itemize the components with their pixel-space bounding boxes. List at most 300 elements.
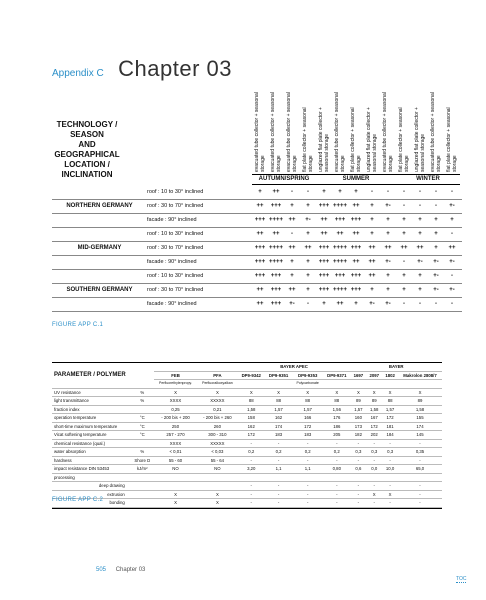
column-header xyxy=(364,90,380,172)
value-cell: 162 xyxy=(265,414,292,423)
rating-cell: + xyxy=(354,189,358,195)
unit-cell xyxy=(131,490,154,499)
polymer-subheader xyxy=(323,380,350,389)
rating-cell: +++ xyxy=(350,287,362,293)
rating-cell: + xyxy=(306,203,310,209)
value-cell: - xyxy=(366,456,382,465)
rating-cell: + xyxy=(418,287,422,293)
value-cell: - xyxy=(350,499,366,508)
column-header-label: flat plate collector + seasonal storage xyxy=(398,107,410,172)
rating-cell: + xyxy=(402,273,406,279)
value-cell: - xyxy=(238,439,265,448)
table-row xyxy=(52,422,442,431)
table-row xyxy=(52,482,442,491)
region-label: MID-GERMANY xyxy=(77,245,122,251)
column-header xyxy=(268,90,284,172)
rating-cell: - xyxy=(387,189,389,195)
value-cell: X xyxy=(197,490,237,499)
region-label xyxy=(52,214,147,227)
value-cell: X xyxy=(265,388,292,397)
value-cell: - xyxy=(265,482,292,491)
column-header-label: flat plate collector + seasonal storage xyxy=(302,107,314,172)
rating-cell: - xyxy=(403,203,405,209)
inclination-label: roof : 30 to 70° inclined xyxy=(147,245,204,251)
season-headers xyxy=(252,174,460,185)
season-autumn: AUTUMN/SPRING xyxy=(258,176,310,182)
value-cell: X xyxy=(197,388,237,397)
value-cell: - xyxy=(398,499,442,508)
parameter-label: deep drawing xyxy=(52,482,131,491)
value-cell: 300 - 310 xyxy=(197,431,237,440)
value-cell: X xyxy=(366,388,382,397)
rating-cell: - xyxy=(307,301,309,307)
rating-cell: + xyxy=(418,273,422,279)
value-cell: - xyxy=(238,490,265,499)
value-cell: 0,3 xyxy=(366,448,382,457)
region-label xyxy=(52,186,147,199)
value-cell xyxy=(398,473,442,482)
polymer-subheader xyxy=(350,380,366,389)
table-row xyxy=(52,200,462,214)
value-cell: 3,20 xyxy=(238,465,265,474)
value-cell: 88 xyxy=(238,397,265,406)
value-cell: - xyxy=(366,499,382,508)
value-cell xyxy=(265,473,292,482)
value-cell: - xyxy=(323,499,350,508)
rating-cell: ++ xyxy=(352,231,360,237)
table-row xyxy=(52,431,442,440)
rating-cell: +++ xyxy=(334,217,346,223)
value-cell: 88 xyxy=(292,397,323,406)
polymer-col-header: 2097 xyxy=(366,371,382,380)
rating-cell: ++++ xyxy=(268,259,283,265)
rating-cell: +++ xyxy=(270,301,282,307)
polymer-subheader xyxy=(366,380,382,389)
rating-cell: - xyxy=(307,189,309,195)
value-cell: 260 xyxy=(197,422,237,431)
column-header xyxy=(284,90,300,172)
rating-cell: +++ xyxy=(318,245,330,251)
value-cell: < 0,03 xyxy=(197,448,237,457)
value-cell: - xyxy=(398,439,442,448)
value-cell: - xyxy=(350,490,366,499)
value-cell: - xyxy=(238,482,265,491)
rating-cell: + xyxy=(354,301,358,307)
rating-cell: +- xyxy=(433,259,439,265)
value-cell: X xyxy=(382,490,398,499)
inclination-label: roof : 30 to 70° inclined xyxy=(147,203,204,209)
value-cell: 88 xyxy=(265,397,292,406)
polymer-col-header: DP9-9342 xyxy=(238,371,265,380)
rating-cell: +- xyxy=(449,287,455,293)
rating-cell: ++++ xyxy=(332,287,347,293)
column-header-label: unglazed flat plate collector + seasonal storage xyxy=(318,107,330,172)
table-row xyxy=(52,448,442,457)
table-row xyxy=(52,405,442,414)
value-cell: 0,25 xyxy=(154,405,197,414)
value-cell: 0,6 xyxy=(350,465,366,474)
group-bayer: BAYER xyxy=(350,363,442,371)
rating-cell: + xyxy=(418,231,422,237)
value-cell: XXXXX xyxy=(197,439,237,448)
rating-cell: ++ xyxy=(368,273,376,279)
rating-cell: +++ xyxy=(254,217,266,223)
column-header-label: evacuated tube collector + seasonal storage xyxy=(430,92,442,172)
rating-cell: ++++ xyxy=(332,259,347,265)
column-header-label: unglazed flat plate collector + seasonal storage xyxy=(414,107,426,172)
rating-cell: +++ xyxy=(270,273,282,279)
unit-cell: % xyxy=(131,448,154,457)
value-cell: - xyxy=(292,482,323,491)
value-cell xyxy=(154,473,197,482)
table-row xyxy=(52,388,442,397)
unit-cell: °C xyxy=(131,422,154,431)
rating-cell: +- xyxy=(305,217,311,223)
season-winter: WINTER xyxy=(416,176,440,182)
value-cell: - xyxy=(350,456,366,465)
rating-cell: + xyxy=(306,273,310,279)
value-cell: 257 - 270 xyxy=(154,431,197,440)
table-row xyxy=(52,499,442,508)
region-label xyxy=(52,256,147,269)
inclination-label: roof : 10 to 30° inclined xyxy=(147,231,204,237)
rating-cell: +++ xyxy=(318,287,330,293)
value-cell: 174 xyxy=(265,422,292,431)
value-cell: 181 xyxy=(382,422,398,431)
column-header-label: unglazed flat plate collector + seasonal storage xyxy=(366,107,378,172)
polymer-table xyxy=(52,362,442,509)
value-cell: X xyxy=(154,499,197,508)
rating-cell: + xyxy=(370,231,374,237)
value-cell: - xyxy=(398,456,442,465)
rating-cell: + xyxy=(402,217,406,223)
rating-cell: - xyxy=(435,301,437,307)
rating-cell: - xyxy=(419,189,421,195)
value-cell: 89 xyxy=(366,397,382,406)
value-cell: 10,0 xyxy=(382,465,398,474)
rating-cell: +++ xyxy=(318,273,330,279)
table-row xyxy=(52,414,442,423)
value-cell: - xyxy=(382,482,398,491)
value-cell: - xyxy=(323,456,350,465)
value-cell: 160 xyxy=(350,414,366,423)
value-cell: 0,2 xyxy=(323,448,350,457)
value-cell: X xyxy=(154,490,197,499)
rating-cell: +- xyxy=(385,301,391,307)
rating-cell: ++++ xyxy=(268,245,283,251)
region-label xyxy=(52,298,147,311)
column-header-label: evacuated tube collector + seasonal storage xyxy=(270,92,282,172)
rating-cell: + xyxy=(450,217,454,223)
rating-cell: ++ xyxy=(352,203,360,209)
region-label: NORTHERN GERMANY xyxy=(66,203,133,209)
value-cell: 250 xyxy=(154,422,197,431)
value-cell: 0,80 xyxy=(323,465,350,474)
rating-cell: +- xyxy=(385,259,391,265)
rating-cell: ++ xyxy=(256,301,264,307)
rating-cell: ++ xyxy=(256,231,264,237)
polymer-col-header: DP9-9351 xyxy=(265,371,292,380)
rating-cell: ++ xyxy=(368,245,376,251)
rating-cell: - xyxy=(403,259,405,265)
value-cell: X xyxy=(398,388,442,397)
unit-cell: kJ/m² xyxy=(131,465,154,474)
value-cell: X xyxy=(323,388,350,397)
rating-cell: + xyxy=(434,217,438,223)
unit-cell: °C xyxy=(131,414,154,423)
rating-cell: - xyxy=(291,189,293,195)
column-header xyxy=(316,90,332,172)
rating-cell: + xyxy=(258,189,262,195)
parameter-label: impact resistance DIN 53453 xyxy=(52,465,131,474)
value-cell: - xyxy=(292,439,323,448)
rating-cell: + xyxy=(370,287,374,293)
value-cell: 1,56 xyxy=(323,405,350,414)
value-cell: - xyxy=(382,499,398,508)
polymer-subheader xyxy=(382,380,398,389)
parameter-label: chemical resistance (qual.) xyxy=(52,439,131,448)
rating-cell: ++ xyxy=(336,231,344,237)
value-cell: 65,0 xyxy=(398,465,442,474)
polymer-col-header: FEB xyxy=(154,371,197,380)
polymer-col-header: DP9-9353 xyxy=(292,371,323,380)
table-row xyxy=(52,456,442,465)
table-row xyxy=(52,397,442,406)
value-cell xyxy=(382,473,398,482)
table-row xyxy=(52,465,442,474)
column-header xyxy=(348,90,364,172)
column-headers xyxy=(252,90,460,172)
rating-cell: +++ xyxy=(254,259,266,265)
polymer-col-header: PFA xyxy=(197,371,237,380)
rating-cell: + xyxy=(402,231,406,237)
table-row xyxy=(52,214,462,228)
rating-cell: + xyxy=(306,287,310,293)
table-row xyxy=(52,228,462,242)
table-row xyxy=(52,242,462,256)
column-header xyxy=(380,90,396,172)
rating-cell: - xyxy=(419,203,421,209)
polymer-subheader xyxy=(265,380,292,389)
rating-cell: - xyxy=(451,273,453,279)
table-row xyxy=(52,256,462,270)
rating-cell: + xyxy=(386,273,390,279)
value-cell: - xyxy=(292,490,323,499)
rating-cell: - xyxy=(435,203,437,209)
rating-cell: + xyxy=(418,217,422,223)
value-cell: 1,57 xyxy=(292,405,323,414)
value-cell: 173 xyxy=(350,422,366,431)
value-cell: NO xyxy=(154,465,197,474)
caption-figure-c2: FIGURE APP C.2 xyxy=(52,497,104,503)
parameter-label: processing xyxy=(52,473,131,482)
value-cell: - xyxy=(323,490,350,499)
value-cell xyxy=(350,473,366,482)
rating-cell: ++ xyxy=(320,217,328,223)
rating-cell: ++ xyxy=(400,245,408,251)
value-cell: 0,0 xyxy=(366,465,382,474)
rating-cell: ++ xyxy=(384,245,392,251)
value-cell: 155 xyxy=(398,414,442,423)
table-row xyxy=(52,439,442,448)
value-cell: XXXX xyxy=(154,439,197,448)
parameter-label: operation temperature xyxy=(52,414,131,423)
inclination-label: roof : 10 to 30° inclined xyxy=(147,273,204,279)
value-cell: 172 xyxy=(292,422,323,431)
value-cell: 55 - 64 xyxy=(197,456,237,465)
rating-cell: + xyxy=(306,259,310,265)
table-row xyxy=(52,298,462,312)
rating-cell: +++ xyxy=(350,273,362,279)
rating-cell: + xyxy=(386,231,390,237)
value-cell: 0,2 xyxy=(265,448,292,457)
unit-cell: % xyxy=(131,397,154,406)
rating-cell: +++ xyxy=(334,273,346,279)
param-header: PARAMETER / POLYMER xyxy=(52,363,154,388)
chapter-title: Chapter 03 xyxy=(118,56,233,81)
rating-cell: + xyxy=(290,203,294,209)
parameter-label: bonding xyxy=(52,499,131,508)
value-cell: 1,1 xyxy=(292,465,323,474)
value-cell: X xyxy=(350,388,366,397)
value-cell: 1,58 xyxy=(238,405,265,414)
unit-cell: Shore D xyxy=(131,456,154,465)
polymer-subheader: Perfluoralkoxyalkan xyxy=(197,380,237,389)
parameter-label: light transmittance xyxy=(52,397,131,406)
value-cell: 174 xyxy=(398,422,442,431)
rating-cell: - xyxy=(419,301,421,307)
value-cell: 0,35 xyxy=(398,448,442,457)
polymer-col-header: Makrolon 2808/7 xyxy=(398,371,442,380)
rating-cell: - xyxy=(371,189,373,195)
value-cell: X xyxy=(197,499,237,508)
parameter-label: short-time maximum temperature xyxy=(52,422,131,431)
rating-cell: - xyxy=(451,301,453,307)
rating-cell: ++ xyxy=(288,287,296,293)
column-header xyxy=(444,90,460,172)
column-header xyxy=(332,90,348,172)
rating-cell: + xyxy=(306,231,310,237)
polymer-col-header: 1697 xyxy=(350,371,366,380)
polymer-subheader xyxy=(238,380,265,389)
rating-cell: +++ xyxy=(270,287,282,293)
value-cell xyxy=(238,473,265,482)
value-cell: 186 xyxy=(323,422,350,431)
region-label xyxy=(52,270,147,283)
parameter-label: UV resistance xyxy=(52,388,131,397)
value-cell: 182 xyxy=(350,431,366,440)
toc-link[interactable]: TOC xyxy=(456,576,467,582)
inclination-label: facade : 90° inclined xyxy=(147,301,197,307)
footer-chapter: Chapter 03 xyxy=(115,567,146,573)
value-cell xyxy=(292,473,323,482)
value-cell: - xyxy=(366,439,382,448)
value-cell: 0,3 xyxy=(350,448,366,457)
polymer-col-header: DP9-9371 xyxy=(323,371,350,380)
inclination-label: facade : 90° inclined xyxy=(147,217,197,223)
value-cell xyxy=(197,473,237,482)
rating-cell: - xyxy=(403,189,405,195)
column-header-label: evacuated tube collector + seasonal storage xyxy=(254,92,266,172)
value-cell: - xyxy=(323,482,350,491)
unit-cell: % xyxy=(131,388,154,397)
polymer-subheader: Perfluorethylenpropy. xyxy=(154,380,197,389)
value-cell: - xyxy=(323,439,350,448)
polymer-col-header: 1802 xyxy=(382,371,398,380)
polymer-subheader xyxy=(398,380,442,389)
column-header-label: flat plate collector + seasonal storage xyxy=(350,107,362,172)
rating-cell: + xyxy=(434,231,438,237)
rating-cell: ++ xyxy=(320,231,328,237)
table-row xyxy=(52,473,442,482)
value-cell: 1,57 xyxy=(350,405,366,414)
season-table-title: TECHNOLOGY / SEASON AND GEOGRAPHICAL LOCATION / INCLINATION xyxy=(54,120,120,179)
rating-cell: +- xyxy=(417,259,423,265)
rating-cell: +++ xyxy=(270,203,282,209)
season-summer: SUMMER xyxy=(342,176,370,182)
rating-cell: + xyxy=(370,217,374,223)
value-cell: 1,58 xyxy=(398,405,442,414)
rating-cell: ++++ xyxy=(268,217,283,223)
value-cell: - 200 bis + 200 xyxy=(154,414,197,423)
inclination-label: roof : 10 to 30° inclined xyxy=(147,189,204,195)
value-cell: - xyxy=(238,499,265,508)
page-header xyxy=(52,56,232,82)
inclination-label: roof : 30 to 70° inclined xyxy=(147,287,204,293)
value-cell: - xyxy=(398,490,442,499)
value-cell: - xyxy=(238,456,265,465)
parameter-label: water absorption xyxy=(52,448,131,457)
rating-cell: ++ xyxy=(256,203,264,209)
value-cell: - xyxy=(366,482,382,491)
rating-cell: +++ xyxy=(318,259,330,265)
rating-cell: +++ xyxy=(318,203,330,209)
rating-cell: +- xyxy=(385,203,391,209)
season-table xyxy=(52,90,458,308)
column-header-label: flat plate collector + seasonal storage xyxy=(446,107,458,172)
value-cell: - xyxy=(398,482,442,491)
column-header xyxy=(412,90,428,172)
column-header xyxy=(428,90,444,172)
value-cell: - xyxy=(292,499,323,508)
inclination-label: facade : 90° inclined xyxy=(147,259,197,265)
parameter-label: fraction index xyxy=(52,405,131,414)
rating-cell: ++++ xyxy=(332,245,347,251)
polymer-subheader: Polycarbonate xyxy=(292,380,323,389)
appendix-label: Appendix C xyxy=(52,68,104,79)
value-cell: 1,57 xyxy=(265,405,292,414)
value-cell: X xyxy=(366,490,382,499)
rating-cell: ++ xyxy=(416,245,424,251)
rating-cell: +++ xyxy=(350,245,362,251)
value-cell: 89 xyxy=(398,397,442,406)
rating-cell: + xyxy=(322,301,326,307)
value-cell: 158 xyxy=(238,414,265,423)
value-cell: - xyxy=(350,439,366,448)
value-cell xyxy=(323,473,350,482)
rating-cell: - xyxy=(291,231,293,237)
unit-cell xyxy=(131,405,154,414)
rating-cell: +++ xyxy=(350,217,362,223)
value-cell: 1,58 xyxy=(366,405,382,414)
rating-cell: + xyxy=(434,245,438,251)
value-cell: 1,57 xyxy=(382,405,398,414)
unit-cell: °C xyxy=(131,431,154,440)
rating-cell: + xyxy=(370,203,374,209)
value-cell: - xyxy=(382,439,398,448)
rating-cell: + xyxy=(290,259,294,265)
column-header-label: evacuated tube collector + seasonal storage xyxy=(382,92,394,172)
